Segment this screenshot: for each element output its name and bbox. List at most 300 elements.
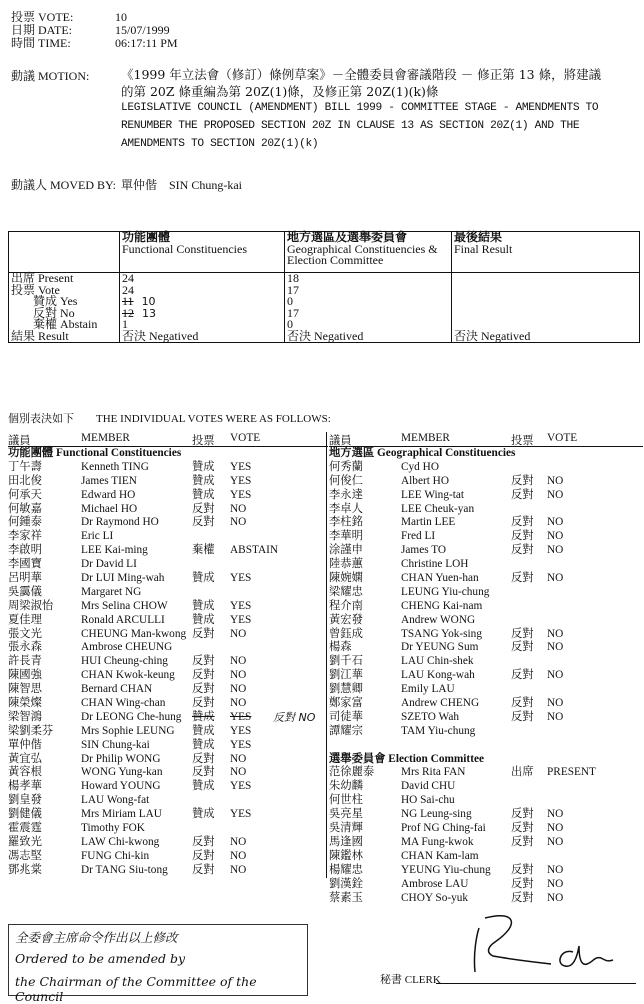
member-row bbox=[329, 836, 643, 850]
election-committee-member-list bbox=[329, 766, 643, 905]
vote-en: YES bbox=[230, 808, 252, 821]
member-row bbox=[329, 808, 643, 822]
member-name-zh: 梁智鴻 bbox=[8, 710, 42, 723]
member-name-en: Mrs Selina CHOW bbox=[81, 599, 168, 612]
motion-zh-line: 的第 20Z 條重編為第 20Z(1)條，及修正第 20Z(1)(k)條 bbox=[121, 84, 439, 99]
vote-zh: 反對 bbox=[192, 627, 215, 640]
member-name-en: Margaret NG bbox=[81, 585, 142, 598]
amendment-order-box bbox=[8, 924, 308, 1004]
member-row bbox=[8, 780, 324, 794]
member-name-en: LAW Chi-kwong bbox=[81, 835, 160, 848]
vote-zh: 反對 bbox=[511, 474, 534, 487]
member-row bbox=[329, 503, 643, 517]
motion-zh-line: 《1999 年立法會（修訂）條例草案》－全體委員會審議階段 － 修正第 13 條，將建議 bbox=[121, 67, 602, 82]
member-row bbox=[329, 780, 643, 794]
vote-en: NO bbox=[230, 835, 247, 848]
member-row bbox=[329, 475, 643, 489]
member-row bbox=[329, 614, 643, 628]
vote-zh: 贊成 bbox=[192, 460, 215, 473]
time-label: 時間 TIME: bbox=[11, 36, 71, 50]
vote-en: NO bbox=[547, 835, 564, 848]
member-row bbox=[8, 544, 324, 558]
member-name-en: CHOY So-yuk bbox=[401, 891, 469, 904]
vote-en: NO bbox=[230, 516, 247, 529]
member-name-en: Timothy FOK bbox=[81, 822, 145, 835]
member-name-zh: 陳榮燦 bbox=[8, 697, 42, 710]
member-name-en: Mrs Miriam LAU bbox=[81, 808, 162, 821]
member-row bbox=[8, 614, 324, 628]
functional-values bbox=[120, 273, 285, 343]
vote-zh: 反對 bbox=[192, 863, 215, 876]
vote-en: YES bbox=[230, 738, 252, 751]
member-row bbox=[329, 850, 643, 864]
order-text-en-2: the Chairman of the Committee of the Council bbox=[15, 974, 257, 1004]
member-name-zh: 司徒華 bbox=[329, 710, 363, 723]
vote-zh: 反對 bbox=[511, 544, 534, 557]
vote-en: NO bbox=[547, 710, 564, 723]
summary-corner-cell bbox=[9, 232, 120, 273]
member-name-en: TSANG Yok-sing bbox=[401, 627, 482, 640]
header-zh: 地方選區及選舉委員會 bbox=[287, 230, 408, 244]
vote-zh: 反對 bbox=[511, 530, 534, 543]
member-name-en: CHENG Kai-nam bbox=[401, 599, 483, 612]
member-name-zh: 李華明 bbox=[329, 530, 363, 543]
member-name-en: CHAN Kwok-keung bbox=[81, 669, 175, 682]
member-row bbox=[329, 516, 643, 530]
member-name-zh: 程介南 bbox=[329, 599, 363, 612]
member-name-zh: 許長青 bbox=[8, 655, 42, 668]
vote-zh: 反對 bbox=[192, 655, 215, 668]
motion-text-english bbox=[121, 99, 641, 153]
vote-en: NO bbox=[547, 641, 564, 654]
header-geographical bbox=[285, 232, 452, 273]
vote-zh: 反對 bbox=[192, 669, 215, 682]
member-name-zh: 蔡素玉 bbox=[329, 891, 363, 904]
member-name-en: Howard YOUNG bbox=[81, 780, 161, 793]
vote-zh: 贊成 bbox=[192, 599, 215, 612]
vote-zh: 反對 bbox=[511, 877, 534, 890]
vote-en: NO bbox=[230, 655, 247, 668]
vote-en: NO bbox=[547, 488, 564, 501]
member-name-zh: 陸恭蕙 bbox=[329, 558, 363, 571]
vote-en: YES bbox=[230, 488, 252, 501]
vote-zh: 反對 bbox=[511, 572, 534, 585]
member-row bbox=[8, 572, 324, 586]
vote-en: NO bbox=[230, 683, 247, 696]
header-en: Functional Constituencies bbox=[122, 241, 247, 256]
gc-present: 18 bbox=[287, 271, 299, 285]
member-name-en: Edward HO bbox=[81, 488, 136, 501]
member-name-zh: 夏佳理 bbox=[8, 613, 42, 626]
member-name-zh: 李永達 bbox=[329, 488, 363, 501]
motion-en-line: RENUMBER THE PROPOSED SECTION 20Z IN CLAUSE 13 AS SECTION 20Z(1) AND THE bbox=[121, 120, 580, 132]
vote-zh: 反對 bbox=[511, 641, 534, 654]
member-name-zh: 黃容根 bbox=[8, 766, 42, 779]
fc-present: 24 bbox=[122, 271, 134, 285]
functional-votes-column bbox=[8, 432, 324, 878]
member-name-zh: 陳婉嫻 bbox=[329, 572, 363, 585]
gc-result: 否決 Negatived bbox=[287, 328, 364, 343]
vote-zh: 反對 bbox=[511, 488, 534, 501]
member-name-zh: 田北俊 bbox=[8, 474, 42, 487]
member-name-en: LEE Wing-tat bbox=[401, 488, 465, 501]
member-en-header: MEMBER bbox=[401, 432, 450, 444]
member-name-zh: 涂謹申 bbox=[329, 544, 363, 557]
member-name-zh: 劉慧卿 bbox=[329, 683, 363, 696]
member-name-zh: 呂明華 bbox=[8, 572, 42, 585]
vote-en: NO bbox=[547, 877, 564, 890]
vote-en: YES bbox=[230, 460, 252, 473]
vote-zh: 反對 bbox=[511, 669, 534, 682]
member-name-en: Ambrose CHEUNG bbox=[81, 641, 173, 654]
vote-en: YES bbox=[230, 710, 252, 723]
member-row bbox=[8, 558, 324, 572]
final-values bbox=[452, 273, 640, 343]
functional-member-list bbox=[8, 461, 324, 878]
vote-en: NO bbox=[547, 544, 564, 557]
vote-en: NO bbox=[547, 697, 564, 710]
member-name-zh: 李啟明 bbox=[8, 544, 42, 557]
vote-en: NO bbox=[547, 863, 564, 876]
member-name-en: Albert HO bbox=[401, 474, 450, 487]
member-name-zh: 丁午壽 bbox=[8, 460, 42, 473]
vote-en: YES bbox=[230, 599, 252, 612]
label-present: 出席 Present bbox=[11, 271, 74, 285]
vote-zh: 贊成 bbox=[192, 738, 215, 751]
clerk-signature bbox=[455, 912, 615, 980]
member-name-zh: 梁耀忠 bbox=[329, 585, 363, 598]
handwritten-value: 10 bbox=[141, 295, 156, 308]
vote-zh: 出席 bbox=[511, 766, 534, 779]
vote-en: NO bbox=[547, 572, 564, 585]
member-name-en: Dr Raymond HO bbox=[81, 516, 159, 529]
member-name-zh: 劉漢銓 bbox=[329, 877, 363, 890]
summary-table bbox=[8, 231, 640, 343]
vote-en: NO bbox=[230, 752, 247, 765]
struck-value: 12 bbox=[122, 305, 134, 320]
member-name-zh: 譚耀宗 bbox=[329, 724, 363, 737]
gc-abstain: 0 bbox=[287, 317, 293, 331]
vote-zh: 反對 bbox=[192, 697, 215, 710]
member-name-en: Cyd HO bbox=[401, 460, 439, 473]
member-name-en: Bernard CHAN bbox=[81, 683, 153, 696]
member-name-zh: 陳鑑林 bbox=[329, 849, 363, 862]
individual-votes-title bbox=[8, 410, 353, 426]
member-row bbox=[8, 628, 324, 642]
vote-en: NO bbox=[547, 627, 564, 640]
vote-zh: 反對 bbox=[192, 516, 215, 529]
member-row bbox=[8, 503, 324, 517]
member-name-en: Emily LAU bbox=[401, 683, 455, 696]
member-name-en: Dr LEONG Che-hung bbox=[81, 710, 182, 723]
member-name-en: Christine LOH bbox=[401, 558, 469, 571]
member-name-zh: 吳靄儀 bbox=[8, 585, 42, 598]
member-name-en: LAU Chin-shek bbox=[401, 655, 474, 668]
vote-en: NO bbox=[547, 808, 564, 821]
member-name-en: LAU Kong-wah bbox=[401, 669, 475, 682]
title-en: THE INDIVIDUAL VOTES WERE AS FOLLOWS: bbox=[96, 413, 331, 425]
member-name-zh: 曾鈺成 bbox=[329, 627, 363, 640]
member-row bbox=[329, 655, 643, 669]
gc-yes: 0 bbox=[287, 294, 293, 308]
member-row bbox=[8, 697, 324, 711]
member-name-zh: 楊孝華 bbox=[8, 780, 42, 793]
date-label: 日期 DATE: bbox=[11, 23, 72, 37]
header-zh: 最後結果 bbox=[454, 230, 503, 244]
member-row bbox=[329, 558, 643, 572]
vote-en: NO bbox=[547, 669, 564, 682]
member-name-zh: 張文光 bbox=[8, 627, 42, 640]
member-name-zh: 鄭家富 bbox=[329, 697, 363, 710]
member-row bbox=[8, 836, 324, 850]
member-name-zh: 吳亮星 bbox=[329, 808, 363, 821]
member-row bbox=[8, 711, 324, 725]
member-row bbox=[8, 516, 324, 530]
member-name-en: CHAN Kam-lam bbox=[401, 849, 479, 862]
section-election-committee-title: 選舉委員會 Election Committee bbox=[329, 752, 484, 765]
member-name-en: CHAN Yuen-han bbox=[401, 572, 479, 585]
vote-en-header: VOTE bbox=[230, 432, 261, 444]
member-name-en: LAU Wong-fat bbox=[81, 794, 150, 807]
member-row bbox=[329, 530, 643, 544]
member-row bbox=[8, 655, 324, 669]
member-name-en: YEUNG Yiu-chung bbox=[401, 863, 491, 876]
member-name-zh: 單仲偕 bbox=[8, 738, 42, 751]
section-geographical-title: 地方選區 Geographical Constituencies bbox=[329, 447, 516, 459]
vote-zh: 反對 bbox=[192, 766, 215, 779]
vote-en: NO bbox=[230, 627, 247, 640]
member-name-en: Mrs Sophie LEUNG bbox=[81, 724, 175, 737]
vote-zh: 贊成 bbox=[192, 808, 215, 821]
handwritten-value: 13 bbox=[142, 306, 156, 320]
geographical-values bbox=[285, 273, 452, 343]
member-name-en: Michael HO bbox=[81, 502, 138, 515]
section-functional-title: 功能團體 Functional Constituencies bbox=[8, 447, 182, 459]
vote-zh: 贊成 bbox=[192, 488, 215, 501]
moved-by-row bbox=[11, 176, 242, 193]
row-labels bbox=[9, 273, 120, 343]
member-name-zh: 何秀蘭 bbox=[329, 460, 363, 473]
member-row bbox=[329, 892, 643, 906]
header-zh: 功能團體 bbox=[122, 230, 171, 244]
member-name-en: Dr TANG Siu-tong bbox=[81, 863, 168, 876]
vote-zh-header: 投票 bbox=[192, 435, 215, 447]
vote-zh: 反對 bbox=[192, 752, 215, 765]
member-row bbox=[329, 794, 643, 808]
member-name-en: SZETO Wah bbox=[401, 710, 459, 723]
member-row bbox=[8, 600, 324, 614]
vote-en: YES bbox=[230, 613, 252, 626]
fc-no bbox=[122, 305, 282, 320]
header-functional bbox=[120, 232, 285, 273]
vote-en: NO bbox=[230, 669, 247, 682]
struck-value: 11 bbox=[122, 294, 134, 308]
member-row bbox=[329, 697, 643, 711]
time-row bbox=[11, 37, 178, 50]
summary-body-row bbox=[9, 273, 640, 343]
member-name-zh: 范徐麗泰 bbox=[329, 766, 375, 779]
member-row bbox=[329, 822, 643, 836]
member-row bbox=[329, 878, 643, 892]
member-name-en: James TIEN bbox=[81, 474, 137, 487]
vote-zh: 反對 bbox=[511, 710, 534, 723]
vote-en: NO bbox=[547, 516, 564, 529]
fc-vote: 24 bbox=[122, 282, 134, 297]
vote-zh: 贊成 bbox=[192, 613, 215, 626]
member-name-zh: 何鍾泰 bbox=[8, 516, 42, 529]
member-name-zh: 梁劉柔芬 bbox=[8, 724, 54, 737]
member-row bbox=[8, 794, 324, 808]
member-row bbox=[329, 669, 643, 683]
member-name-zh: 楊耀忠 bbox=[329, 863, 363, 876]
member-row bbox=[329, 544, 643, 558]
fc-abstain: 1 bbox=[122, 317, 128, 331]
vote-zh: 贊成 bbox=[192, 710, 215, 723]
vote-en: PRESENT bbox=[547, 766, 596, 779]
member-row bbox=[329, 641, 643, 655]
member-name-en: LEE Cheuk-yan bbox=[401, 502, 475, 515]
vote-zh: 反對 bbox=[511, 891, 534, 904]
member-name-en: SIN Chung-kai bbox=[81, 738, 150, 751]
vote-zh: 反對 bbox=[511, 822, 534, 835]
summary-header-row bbox=[9, 232, 640, 273]
vote-zh: 贊成 bbox=[192, 572, 215, 585]
member-zh-header: 議員 bbox=[8, 435, 31, 447]
member-row bbox=[329, 864, 643, 878]
handwritten-amendment: 反對 NO bbox=[273, 710, 316, 724]
label-abstain: 棄權 Abstain bbox=[33, 317, 98, 331]
vote-zh: 反對 bbox=[511, 863, 534, 876]
member-row bbox=[8, 475, 324, 489]
motion-en-line: LEGISLATIVE COUNCIL (AMENDMENT) BILL 1999 - COMMITTEE STAGE - AMENDMENTS TO bbox=[121, 102, 599, 114]
member-row bbox=[329, 766, 643, 780]
vote-en: NO bbox=[230, 697, 247, 710]
member-row bbox=[329, 683, 643, 697]
vote-zh: 棄權 bbox=[192, 544, 215, 557]
vote-en: NO bbox=[547, 822, 564, 835]
member-row bbox=[8, 822, 324, 836]
member-name-en: CHEUNG Man-kwong bbox=[81, 627, 187, 640]
member-name-en: Mrs Rita FAN bbox=[401, 766, 466, 779]
member-name-en: Ambrose LAU bbox=[401, 877, 469, 890]
member-name-en: TAM Yiu-chung bbox=[401, 724, 476, 737]
vote-en: YES bbox=[230, 572, 252, 585]
member-name-zh: 何敏嘉 bbox=[8, 502, 42, 515]
member-row bbox=[8, 489, 324, 503]
vote-en: NO bbox=[230, 849, 247, 862]
header-en: Geographical Constituencies & Election Committee bbox=[287, 241, 438, 267]
member-row bbox=[329, 489, 643, 503]
member-name-zh: 李國寶 bbox=[8, 558, 42, 571]
clerk-signature-line bbox=[436, 983, 636, 984]
member-row bbox=[329, 711, 643, 725]
vote-en: NO bbox=[547, 891, 564, 904]
order-text-zh: 全委會主席命令作出以上修改 bbox=[15, 930, 178, 945]
vote-zh: 反對 bbox=[192, 835, 215, 848]
member-name-en: Eric LI bbox=[81, 530, 114, 543]
vote-zh: 反對 bbox=[192, 849, 215, 862]
member-name-en: Ronald ARCULLI bbox=[81, 613, 165, 626]
member-en-header: MEMBER bbox=[81, 432, 130, 444]
member-name-en: LEE Kai-ming bbox=[81, 544, 148, 557]
member-name-zh: 何承天 bbox=[8, 488, 42, 501]
member-name-zh: 李柱銘 bbox=[329, 516, 363, 529]
geographical-member-list bbox=[329, 461, 643, 739]
member-name-zh: 何世柱 bbox=[329, 794, 363, 807]
member-name-en: Dr YEUNG Sum bbox=[401, 641, 479, 654]
vote-en: NO bbox=[547, 530, 564, 543]
member-name-zh: 朱幼麟 bbox=[329, 780, 363, 793]
member-name-en: James TO bbox=[401, 544, 447, 557]
title-zh: 個別表決如下 bbox=[8, 413, 74, 425]
header-en: Final Result bbox=[454, 241, 513, 256]
label-vote: 投票 Vote bbox=[11, 282, 60, 297]
vote-zh: 反對 bbox=[192, 502, 215, 515]
vote-en: ABSTAIN bbox=[230, 544, 279, 557]
member-row bbox=[8, 753, 324, 767]
vote-en: NO bbox=[230, 863, 247, 876]
vote-en: NO bbox=[230, 502, 247, 515]
label-result: 結果 Result bbox=[11, 328, 69, 343]
member-name-zh: 張永森 bbox=[8, 641, 42, 654]
member-name-en: Dr David LI bbox=[81, 558, 137, 571]
motion-text-chinese bbox=[121, 65, 641, 101]
member-name-en: Prof NG Ching-fai bbox=[401, 822, 486, 835]
member-name-zh: 何俊仁 bbox=[329, 474, 363, 487]
member-name-en: NG Leung-sing bbox=[401, 808, 472, 821]
fc-yes bbox=[122, 296, 282, 308]
member-name-en: David CHU bbox=[401, 780, 456, 793]
member-row bbox=[329, 572, 643, 586]
member-row bbox=[329, 628, 643, 642]
date-value: 15/07/1999 bbox=[115, 23, 170, 37]
vote-value: 10 bbox=[115, 10, 127, 24]
moved-by-label: 動議人 MOVED BY: bbox=[11, 178, 116, 192]
spacer bbox=[329, 739, 643, 753]
member-name-zh: 黃宏發 bbox=[329, 613, 363, 626]
member-name-zh: 李家祥 bbox=[8, 530, 42, 543]
vote-zh: 反對 bbox=[192, 683, 215, 696]
member-name-en: FUNG Chi-kin bbox=[81, 849, 150, 862]
member-name-en: Andrew CHENG bbox=[401, 697, 480, 710]
member-row bbox=[329, 600, 643, 614]
member-name-en: WONG Yung-kan bbox=[81, 766, 163, 779]
vote-zh: 贊成 bbox=[192, 724, 215, 737]
member-row bbox=[8, 530, 324, 544]
member-row bbox=[8, 586, 324, 600]
member-name-en: Dr LUI Ming-wah bbox=[81, 572, 165, 585]
member-row bbox=[8, 461, 324, 475]
time-value: 06:17:11 PM bbox=[115, 36, 178, 50]
member-name-zh: 陳智思 bbox=[8, 683, 42, 696]
member-row bbox=[8, 864, 324, 878]
member-name-en: HUI Cheung-ching bbox=[81, 655, 168, 668]
member-name-zh: 鄧兆棠 bbox=[8, 863, 42, 876]
member-name-zh: 黃宜弘 bbox=[8, 752, 42, 765]
vote-zh: 反對 bbox=[511, 516, 534, 529]
header-final-result bbox=[452, 232, 640, 273]
member-name-en: Fred LI bbox=[401, 530, 436, 543]
member-row bbox=[329, 725, 643, 739]
label-yes: 贊成 Yes bbox=[33, 294, 78, 308]
vote-zh: 反對 bbox=[511, 627, 534, 640]
order-text-en-1: Ordered to be amended by bbox=[15, 951, 186, 966]
member-row bbox=[8, 641, 324, 655]
member-row bbox=[8, 725, 324, 739]
member-name-zh: 羅致光 bbox=[8, 835, 42, 848]
member-row bbox=[8, 766, 324, 780]
motion-en-line: AMENDMENTS TO SECTION 20Z(1)(k) bbox=[121, 138, 319, 150]
